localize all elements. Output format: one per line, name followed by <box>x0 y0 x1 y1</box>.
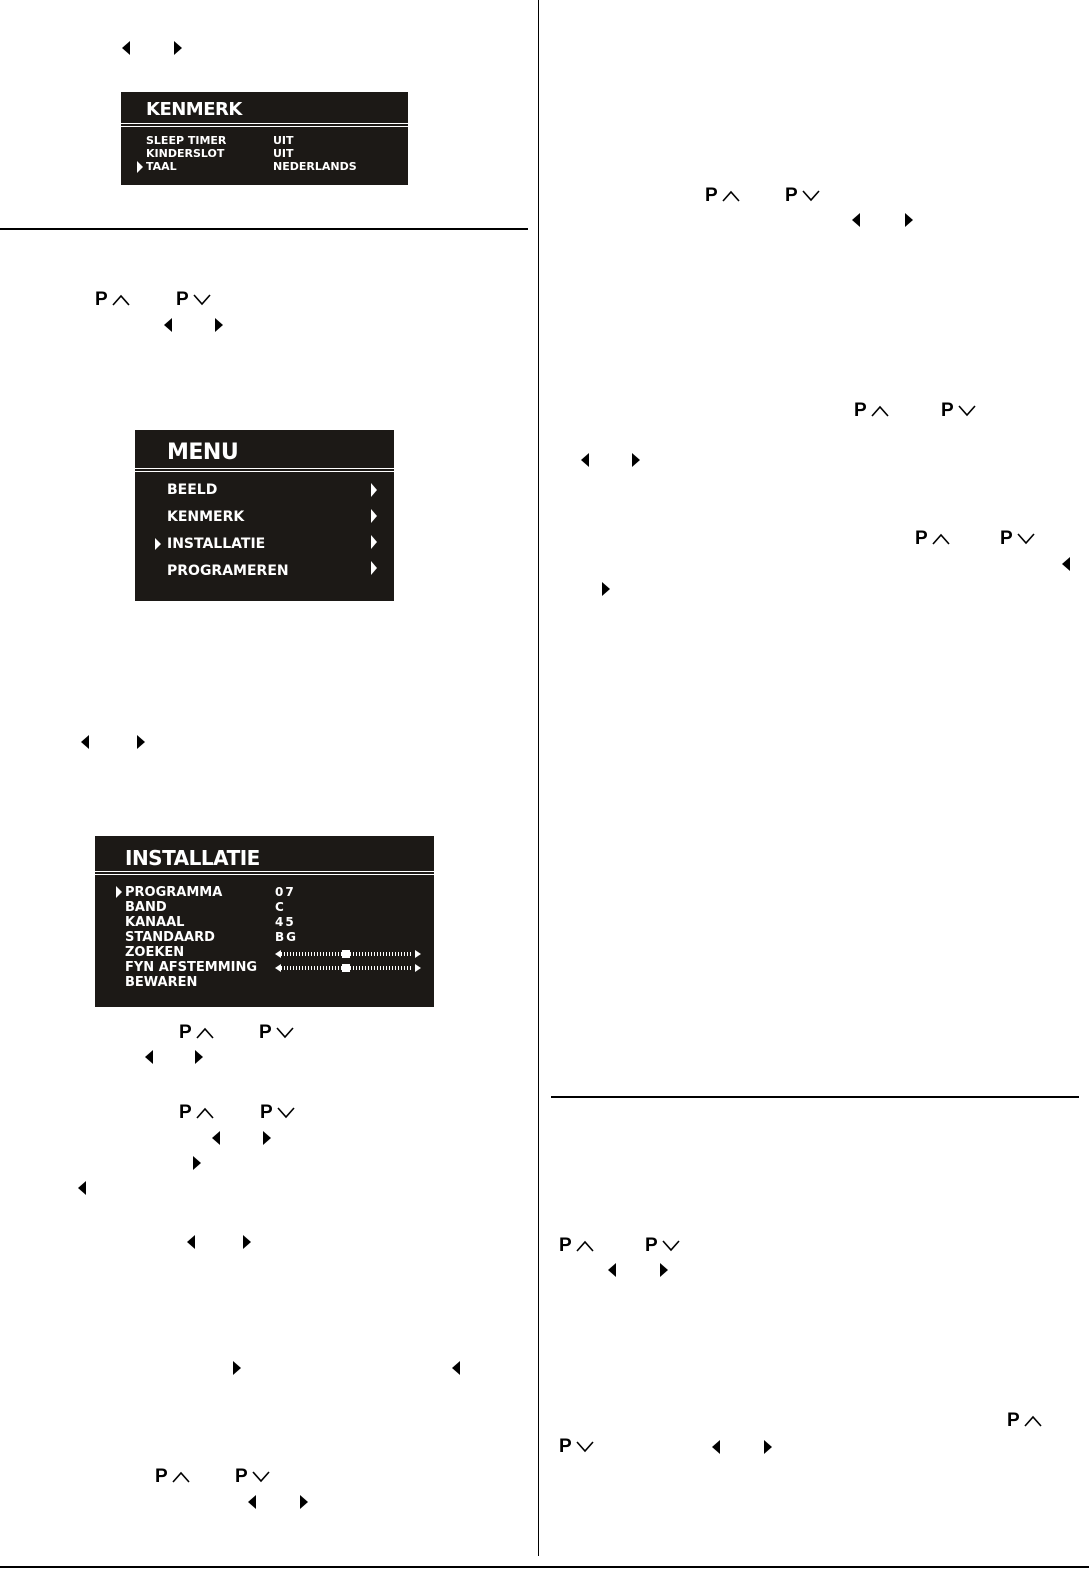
triangle-right-icon <box>602 582 610 596</box>
chevron-up-icon <box>576 1240 594 1252</box>
program-down-key: P <box>1000 529 1035 549</box>
program-up-key: P <box>155 1467 190 1487</box>
chevron-up-icon <box>932 533 950 545</box>
installatie-row-value: BG <box>275 930 298 944</box>
program-up-key: P <box>1007 1411 1042 1431</box>
triangle-left-icon <box>164 318 172 332</box>
chevron-down-icon <box>1017 533 1035 545</box>
search-slider[interactable] <box>275 950 421 958</box>
installatie-row-label: BAND <box>125 900 167 915</box>
selection-cursor-icon <box>155 538 161 550</box>
installatie-row-label: STANDAARD <box>125 930 215 945</box>
chevron-up-icon <box>1024 1415 1042 1427</box>
program-down-key: P <box>645 1236 680 1256</box>
triangle-left-icon <box>712 1440 720 1454</box>
program-up-key: P <box>854 401 889 421</box>
triangle-right-icon <box>174 41 182 55</box>
slider-right-icon <box>415 964 421 972</box>
triangle-left-icon <box>145 1050 153 1064</box>
installatie-row-label: ZOEKEN <box>125 945 185 960</box>
triangle-left-icon <box>81 735 89 749</box>
chevron-up-icon <box>871 405 889 417</box>
chevron-down-icon <box>276 1027 294 1039</box>
installatie-menu <box>95 836 434 1007</box>
chevron-down-icon <box>662 1240 680 1252</box>
program-up-key: P <box>705 186 740 206</box>
triangle-right-icon <box>215 318 223 332</box>
kenmerk-menu <box>121 92 408 185</box>
slider-knob[interactable] <box>342 950 350 958</box>
triangle-left-icon <box>212 1131 220 1145</box>
kenmerk-row-label: SLEEP TIMER <box>146 134 227 147</box>
program-up-key: P <box>179 1103 214 1123</box>
triangle-left-icon <box>1062 557 1070 571</box>
installatie-row-value: 45 <box>275 915 296 929</box>
triangle-left-icon <box>78 1181 86 1195</box>
triangle-right-icon <box>660 1263 668 1277</box>
kenmerk-row-label: TAAL <box>146 160 177 173</box>
triangle-right-icon <box>233 1361 241 1375</box>
chevron-up-icon <box>196 1027 214 1039</box>
submenu-arrow-icon <box>371 483 377 497</box>
chevron-down-icon <box>802 190 820 202</box>
chevron-down-icon <box>277 1107 295 1119</box>
program-up-key: P <box>95 290 130 310</box>
program-down-key: P <box>260 1103 295 1123</box>
osd-divider <box>95 871 434 872</box>
chevron-down-icon <box>193 294 211 306</box>
osd-divider <box>135 471 394 472</box>
program-up-key: P <box>915 529 950 549</box>
chevron-up-icon <box>172 1471 190 1483</box>
selection-cursor-icon <box>137 161 143 173</box>
kenmerk-menu-title: KENMERK <box>146 99 242 120</box>
triangle-right-icon <box>193 1156 201 1170</box>
triangle-left-icon <box>608 1263 616 1277</box>
program-up-key: P <box>179 1023 214 1043</box>
triangle-right-icon <box>764 1440 772 1454</box>
kenmerk-row-value: UIT <box>273 134 294 147</box>
triangle-right-icon <box>195 1050 203 1064</box>
chevron-up-icon <box>112 294 130 306</box>
section-rule-right <box>551 1096 1079 1098</box>
triangle-left-icon <box>581 453 589 467</box>
installatie-menu-title: INSTALLATIE <box>125 846 260 870</box>
triangle-left-icon <box>122 41 130 55</box>
triangle-left-icon <box>452 1361 460 1375</box>
menu-item-installatie[interactable]: INSTALLATIE <box>167 536 266 552</box>
page-footer-rule <box>0 1566 1089 1568</box>
triangle-right-icon <box>632 453 640 467</box>
slider-knob[interactable] <box>342 964 350 972</box>
submenu-arrow-icon <box>371 509 377 523</box>
selection-cursor-icon <box>116 886 122 898</box>
program-up-key: P <box>559 1236 594 1256</box>
triangle-left-icon <box>852 213 860 227</box>
main-menu <box>135 430 394 601</box>
triangle-right-icon <box>263 1131 271 1145</box>
program-down-key: P <box>176 290 211 310</box>
triangle-right-icon <box>905 213 913 227</box>
slider-right-icon <box>415 950 421 958</box>
chevron-down-icon <box>958 405 976 417</box>
installatie-row-label: PROGRAMMA <box>125 885 223 900</box>
chevron-down-icon <box>576 1441 594 1453</box>
chevron-down-icon <box>252 1471 270 1483</box>
program-down-key: P <box>235 1467 270 1487</box>
triangle-right-icon <box>243 1235 251 1249</box>
program-down-key: P <box>559 1437 594 1457</box>
main-menu-title: MENU <box>167 440 239 465</box>
section-rule-left <box>0 228 528 230</box>
kenmerk-row-value: UIT <box>273 147 294 160</box>
installatie-row-value: 07 <box>275 885 296 899</box>
column-divider <box>538 0 539 1556</box>
submenu-arrow-icon <box>371 561 377 575</box>
submenu-arrow-icon <box>371 535 377 549</box>
installatie-row-label: BEWAREN <box>125 975 198 990</box>
program-down-key: P <box>259 1023 294 1043</box>
osd-divider <box>135 468 394 469</box>
fine-tune-slider[interactable] <box>275 964 421 972</box>
osd-divider <box>121 123 408 124</box>
triangle-left-icon <box>187 1235 195 1249</box>
installatie-row-value: C <box>275 900 284 914</box>
installatie-row-label: KANAAL <box>125 915 185 930</box>
osd-divider <box>121 126 408 127</box>
osd-divider <box>95 874 434 875</box>
menu-item-kenmerk[interactable]: KENMERK <box>167 509 245 525</box>
triangle-left-icon <box>248 1495 256 1509</box>
chevron-up-icon <box>722 190 740 202</box>
kenmerk-row-label: KINDERSLOT <box>146 147 225 160</box>
program-down-key: P <box>941 401 976 421</box>
program-down-key: P <box>785 186 820 206</box>
menu-item-programeren[interactable]: PROGRAMEREN <box>167 563 289 579</box>
triangle-right-icon <box>137 735 145 749</box>
triangle-right-icon <box>300 1495 308 1509</box>
installatie-row-label: FYN AFSTEMMING <box>125 960 258 975</box>
menu-item-beeld[interactable]: BEELD <box>167 482 218 498</box>
chevron-up-icon <box>196 1107 214 1119</box>
kenmerk-row-value: NEDERLANDS <box>273 160 357 173</box>
